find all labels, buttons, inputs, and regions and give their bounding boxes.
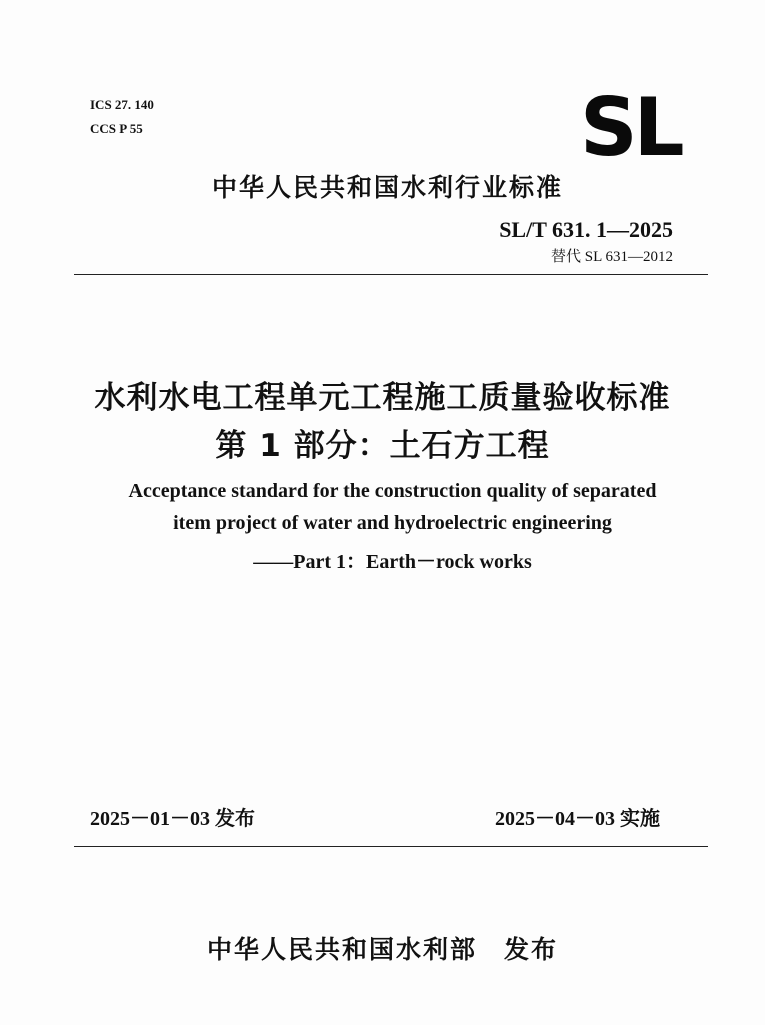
replaces-note: 替代 SL 631—2012 — [551, 249, 673, 265]
sl-logo: SL — [580, 81, 681, 174]
implement-date: 2025－04－03 实施 — [495, 808, 660, 830]
issue-date: 2025－01－03 发布 — [90, 808, 255, 830]
title-en-line2: item project of water and hydroelectric engineering — [173, 512, 612, 534]
title-zh-line1: 水利水电工程单元工程施工质量验收标准 — [94, 380, 671, 416]
ics-code: ICS 27. 140 — [90, 97, 154, 112]
publisher: 中华人民共和国水利部 发布 — [206, 935, 558, 964]
title-zh-line2: 第 1 部分：土石方工程 — [215, 428, 550, 464]
industry-standard-heading: 中华人民共和国水利行业标准 — [212, 173, 564, 202]
top-divider — [74, 274, 708, 275]
title-en-line1: Acceptance standard for the construction quality of separated — [128, 480, 657, 502]
standard-number: SL/T 631. 1—2025 — [499, 217, 673, 242]
ccs-code: CCS P 55 — [90, 121, 143, 136]
title-en-line3: ——Part 1：Earth－rock works — [253, 551, 532, 573]
bottom-divider — [74, 846, 708, 847]
